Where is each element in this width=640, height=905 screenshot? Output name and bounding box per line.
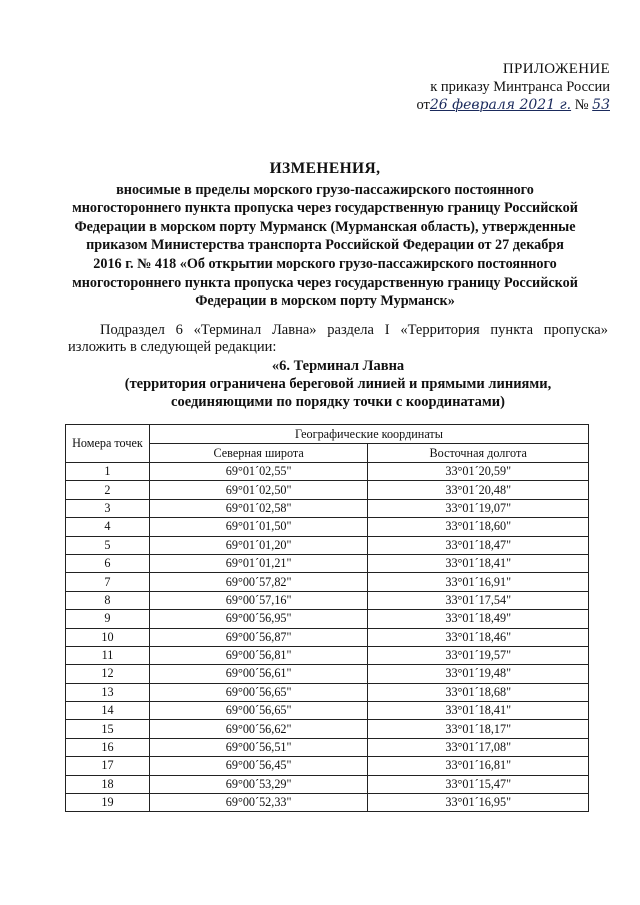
appendix-order-ref: к приказу Минтранса России [430,79,610,95]
table-row [66,554,589,572]
coordinates-table [65,424,589,812]
appendix-order-line [380,96,610,114]
point-number: 10 [66,628,150,646]
latitude-cell: 69°00´56,87" [149,628,368,646]
table-row [66,463,589,481]
table-row [66,665,589,683]
latitude-cell: 69°00´56,51" [149,738,368,756]
latitude-cell: 69°00´53,29" [149,775,368,793]
table-row [66,499,589,517]
point-number: 6 [66,554,150,572]
point-number: 12 [66,665,150,683]
point-number: 19 [66,794,150,812]
point-number: 17 [66,757,150,775]
latitude-cell: 69°00´56,65" [149,702,368,720]
header-geo-coordinates: Географические координаты [149,425,588,444]
heading-title: ИЗМЕНЕНИЯ, [269,160,381,177]
latitude-cell: 69°00´56,61" [149,665,368,683]
longitude-cell: 33°01´16,81" [368,757,589,775]
latitude-cell: 69°00´56,81" [149,646,368,664]
heading-line: Федерации в морском порту Мурманск» [195,293,455,310]
longitude-cell: 33°01´19,07" [368,499,589,517]
intro-paragraph [68,322,608,356]
point-number: 13 [66,683,150,701]
longitude-cell: 33°01´18,41" [368,702,589,720]
latitude-cell: 69°01´02,55" [149,463,368,481]
table-row [66,702,589,720]
table-row [66,518,589,536]
handwritten-date: 26 февраля 2021 г. [429,97,572,113]
heading-line: вносимые в пределы морского грузо-пассажирского постоянного [116,181,534,198]
longitude-cell: 33°01´18,60" [368,518,589,536]
latitude-cell: 69°00´56,62" [149,720,368,738]
latitude-cell: 69°01´01,50" [149,518,368,536]
header-north-latitude: Северная широта [149,444,368,463]
heading-line: 2016 г. № 418 «Об открытии морского грузо-пассажирского постоянного [93,255,557,272]
table-row [66,775,589,793]
longitude-cell: 33°01´16,91" [368,573,589,591]
longitude-cell: 33°01´18,49" [368,610,589,628]
from-prefix: от [416,97,430,113]
heading-line: Федерации в морском порту Мурманск (Мурманская область), утвержденные [74,218,576,235]
header-east-longitude: Восточная долгота [368,444,589,463]
document-heading [50,160,600,311]
header-point-numbers: Номера точек [66,425,150,463]
table-row [66,794,589,812]
longitude-cell: 33°01´18,46" [368,628,589,646]
point-number: 9 [66,610,150,628]
point-number: 15 [66,720,150,738]
latitude-cell: 69°00´56,95" [149,610,368,628]
table-row [66,738,589,756]
intro-line-2: изложить в следующей редакции: [68,339,277,355]
latitude-cell: 69°00´57,82" [149,573,368,591]
longitude-cell: 33°01´18,68" [368,683,589,701]
table-row [66,536,589,554]
latitude-cell: 69°00´56,45" [149,757,368,775]
longitude-cell: 33°01´18,47" [368,536,589,554]
point-number: 16 [66,738,150,756]
longitude-cell: 33°01´17,54" [368,591,589,609]
appendix-block [380,60,610,114]
point-number: 2 [66,481,150,499]
point-number: 11 [66,646,150,664]
point-number: 8 [66,591,150,609]
table-row [66,683,589,701]
subhead-title: «6. Терминал Лавна [271,358,405,374]
section-subheading [68,357,608,411]
longitude-cell: 33°01´19,48" [368,665,589,683]
heading-line: приказом Министерства транспорта Российской Федерации от 27 декабря [86,237,564,254]
heading-line: многостороннего пункта пропуска через государственную границу Российской [72,274,578,291]
appendix-title: ПРИЛОЖЕНИЕ [502,61,610,77]
point-number: 5 [66,536,150,554]
subhead-line: (территория ограничена береговой линией и прямыми линиями, [124,376,552,392]
table-row [66,610,589,628]
intro-line-1: Подраздел 6 «Терминал Лавна» раздела I «Территория пункта пропуска» [100,322,608,338]
table-row [66,628,589,646]
longitude-cell: 33°01´20,59" [368,463,589,481]
point-number: 1 [66,463,150,481]
table-row [66,646,589,664]
point-number: 3 [66,499,150,517]
longitude-cell: 33°01´20,48" [368,481,589,499]
latitude-cell: 69°01´02,50" [149,481,368,499]
latitude-cell: 69°01´01,21" [149,554,368,572]
table-row [66,757,589,775]
latitude-cell: 69°00´57,16" [149,591,368,609]
table-row [66,481,589,499]
longitude-cell: 33°01´15,47" [368,775,589,793]
longitude-cell: 33°01´18,17" [368,720,589,738]
latitude-cell: 69°01´01,20" [149,536,368,554]
longitude-cell: 33°01´17,08" [368,738,589,756]
point-number: 14 [66,702,150,720]
longitude-cell: 33°01´18,41" [368,554,589,572]
latitude-cell: 69°01´02,58" [149,499,368,517]
latitude-cell: 69°00´52,33" [149,794,368,812]
table-row [66,591,589,609]
point-number: 18 [66,775,150,793]
table-row [66,720,589,738]
number-prefix: № [574,97,589,113]
latitude-cell: 69°00´56,65" [149,683,368,701]
longitude-cell: 33°01´19,57" [368,646,589,664]
heading-line: многостороннего пункта пропуска через государственную границу Российской [72,200,578,217]
subhead-line: соединяющими по порядку точки с координатами) [171,394,505,410]
point-number: 4 [66,518,150,536]
table-row [66,573,589,591]
point-number: 7 [66,573,150,591]
longitude-cell: 33°01´16,95" [368,794,589,812]
handwritten-number: 53 [592,97,610,113]
